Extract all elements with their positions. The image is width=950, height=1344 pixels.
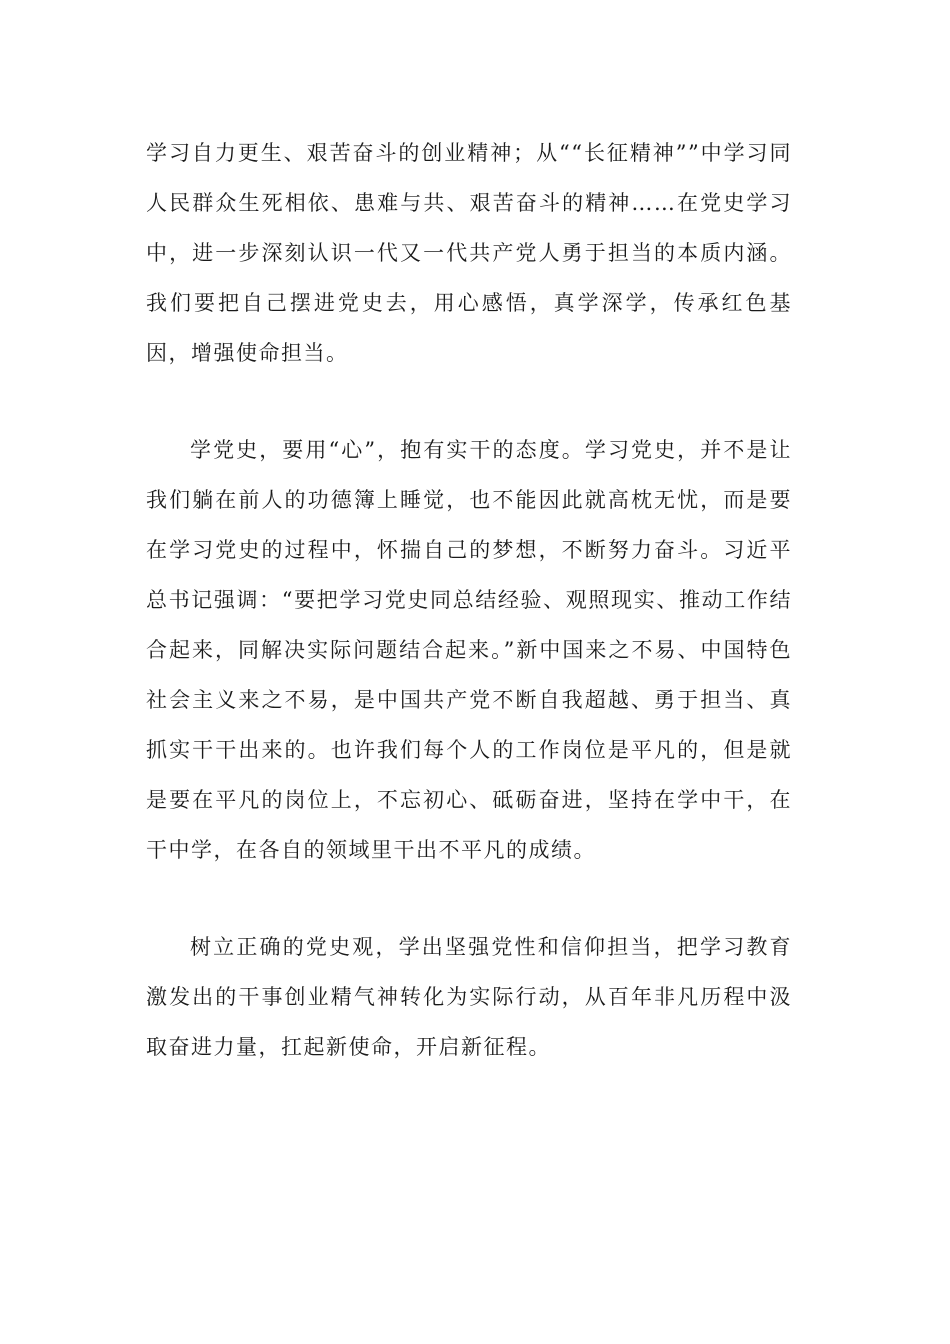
paragraph-gap [146,875,792,922]
document-body [146,128,792,1072]
paragraph-1: 学习自力更生、艰苦奋斗的创业精神；从““长征精神””中学习同人民群众生死相依、患难与共、艰苦奋斗的精神……在党史学习中，进一步深刻认识一代又一代共产党人勇于担当的本质内涵。我们要把自己摆进党史去，用心感悟，真学深学，传承红色基因，增强使命担当。 [146,141,792,365]
paragraph-gap [146,378,792,425]
paragraph-2: 学党史，要用“心”，抱有实干的态度。学习党史，并不是让我们躺在前人的功德簿上睡觉，也不能因此就高枕无忧，而是要在学习党史的过程中，怀揣自己的梦想，不断努力奋斗。习近平总书记强调：“要把学习党史同总结经验、观照现实、推动工作结合起来，同解决实际问题结合起来。”新中国来之不易、中国特色社会主义来之不易，是中国共产党不断自我超越、勇于担当、真抓实干干出来的。也许我们每个人的工作岗位是平凡的，但是就是要在平凡的岗位上，不忘初心、砥砺奋进，坚持在学中干，在干中学，在各自的领域里干出不平凡的成绩。 [146,438,792,862]
paragraph-3: 树立正确的党史观，学出坚强党性和信仰担当，把学习教育激发出的干事创业精气神转化为实际行动，从百年非凡历程中汲取奋进力量，扛起新使命，开启新征程。 [146,935,792,1059]
